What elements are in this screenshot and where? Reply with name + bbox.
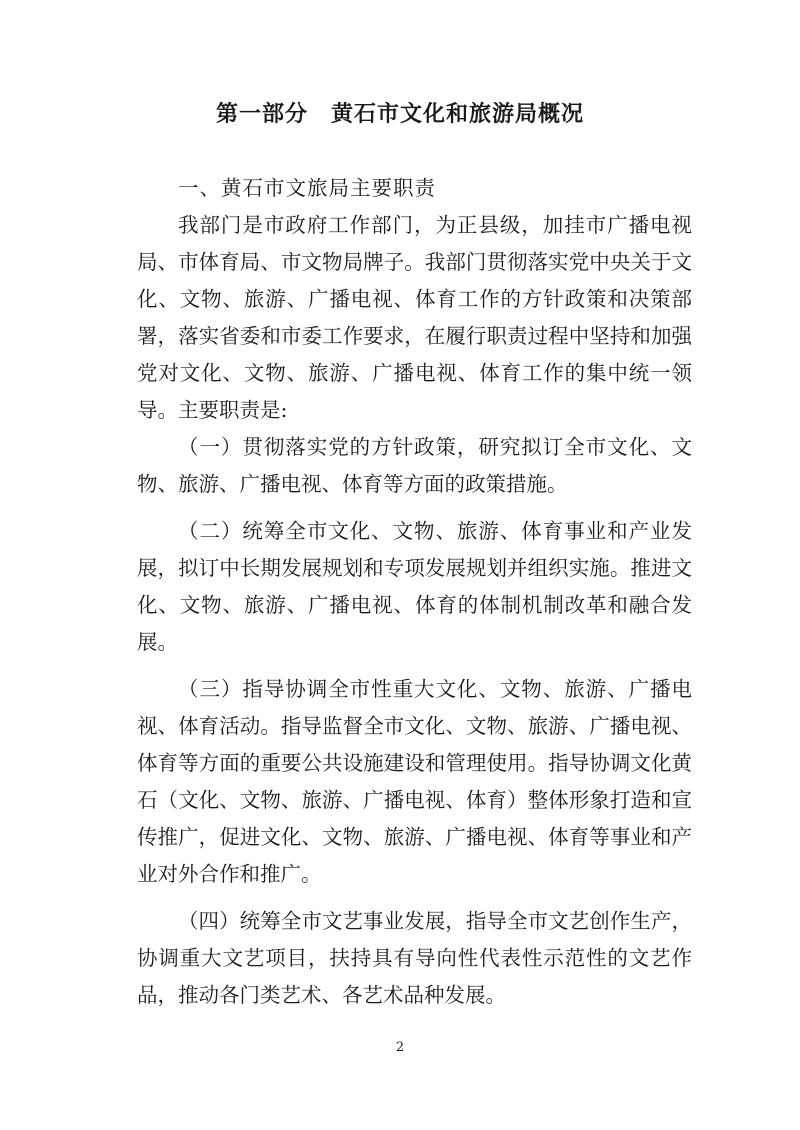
duty-paragraph-1: （一）贯彻落实党的方针政策，研究拟订全市文化、文物、旅游、广播电视、体育等方面的政策措施。	[137, 435, 692, 496]
document-body	[137, 170, 692, 1014]
page-title: 第一部分 黄石市文化和旅游局概况	[215, 101, 584, 127]
duty-paragraph-4: （四）统筹全市文艺事业发展，指导全市文艺创作生产，协调重大文艺项目，扶持具有导向性代表性示范性的文艺作品，推动各门类艺术、各艺术品种发展。	[137, 909, 692, 1007]
duty-paragraph-2: （二）统筹全市文化、文物、旅游、体育事业和产业发展，拟订中长期发展规划和专项发展规划并组织实施。推进文化、文物、旅游、广播电视、体育的体制机制改革和融合发展。	[137, 519, 692, 654]
section-heading: 一、黄石市文旅局主要职责	[178, 176, 436, 200]
page-number: 2	[395, 1040, 405, 1055]
intro-paragraph: 我部门是市政府工作部门，为正县级，加挂市广播电视局、市体育局、市文物局牌子。我部门贯彻落实党中央关于文化、文物、旅游、广播电视、体育工作的方针政策和决策部署，落实省委和市委工作要求，在履行职责过程中坚持和加强党对文化、文物、旅游、广播电视、体育工作的集中统一领导。主要职责是:	[137, 213, 692, 422]
duty-paragraph-3: （三）指导协调全市性重大文化、文物、旅游、广播电视、体育活动。指导监督全市文化、文物、旅游、广播电视、体育等方面的重要公共设施建设和管理使用。指导协调文化黄石（文化、文物、旅游、广播电视、体育）整体形象打造和宣传推广，促进文化、文物、旅游、广播电视、体育等事业和产业对外合作和推广。	[137, 677, 692, 886]
